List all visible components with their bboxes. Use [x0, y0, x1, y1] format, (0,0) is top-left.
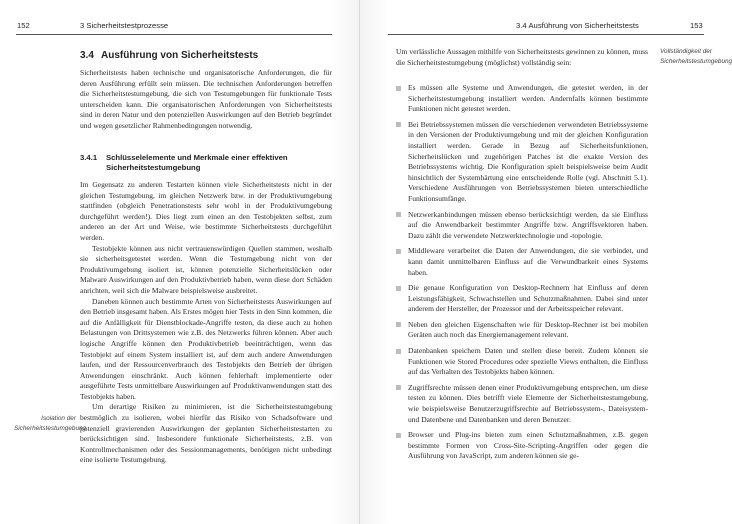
page-number-right: 153: [690, 21, 703, 30]
margin-note-completeness: Vollständigkeit der Sicherheitstestumgebung: [660, 48, 732, 65]
intro-paragraph-text: Sicherheitstests haben technische und organisatorische Anforderungen, die für deren Ausführung erfüllt sein müssen. Die technischen Anforderungen betreffen die Sicherheitstestumgebung, die sich von Testumgebungen für funktionale Tests unterscheiden kann. Die organisatorischen Anforderungen von Sicherheitstests sind in deren Natur und den potenziellen Auswirkungen auf den Betrieb begründet und wegen gesetzlicher Rahmenbedingungen notwendig.: [80, 68, 332, 130]
list-item: Datenbanken speichern Daten und stellen diese bereit. Zudem können sie Funktionen wie Stored Procedures oder spezielle Views enthalten, die Einfluss auf das Verhalten des Testobjekts haben können.: [396, 346, 648, 378]
intro-paragraph-text: Um verlässliche Aussagen mithilfe von Sicherheitstests gewinnen zu können, muss die Sicherheitstestumgebung (möglichst) vollständig sein:: [396, 47, 648, 67]
intro-paragraph-left: [80, 68, 332, 132]
list-item: Die genaue Konfiguration von Desktop-Rechnern hat Einfluss auf deren Leistungsfähigkeit, Schwachstellen und Schutzmaßnahmen. Dabei sind unter anderem der Hersteller, der Prozessor und der Arbeitsspeicher relevant.: [396, 283, 648, 315]
running-header-chapter: 3 Sicherheitstestprozesse: [80, 21, 169, 30]
section-number: 3.4: [80, 50, 94, 61]
right-page: [360, 0, 732, 524]
bullet-square-icon: [396, 349, 401, 354]
section-heading: [80, 50, 258, 61]
subsection-title: Schlüsselelemente und Merkmale einer effektiven Sicherheitstestumgebung: [106, 153, 288, 173]
subsection-number: 3.4.1: [80, 153, 98, 162]
page-number-left: 152: [17, 21, 30, 30]
header-rule-right: [388, 34, 704, 35]
subsection-heading: [80, 153, 332, 174]
body-paragraph: Testobjekte können aus nicht vertrauenswürdigen Quellen stammen, weshalb sie sicherheitsgetestet werden. Wenn die Testumgebung nicht von der Produktivumgebung isoliert ist, können potenzielle Sicherheitslücken oder Malware Auswirkungen auf den Produktivbetrieb haben, wenn diese dort Schäden anrichten, weil sich die Malware beispielsweise ausbreitet.: [80, 243, 332, 295]
header-rule-left: [16, 34, 332, 35]
bullet-square-icon: [396, 86, 401, 91]
bullet-square-icon: [396, 249, 401, 254]
requirements-list: [396, 83, 648, 467]
bullet-square-icon: [396, 212, 401, 217]
bullet-square-icon: [396, 286, 401, 291]
intro-paragraph-right: [396, 47, 648, 68]
bullet-square-icon: [396, 385, 401, 390]
body-paragraph: Im Gegensatz zu anderen Testarten können viele Sicherheitstests nicht in der gleichen Testumgebung, im gleichen Netzwerk bzw. in der Produktivumgebung stattfinden (obgleich Penetrationstests sehr wohl in der Produktivumgebung durchgeführt werden!). Dies liegt zum einen an den Testobjekten selbst, zum anderen an der Art und Weise, wie bestimmte Sicherheitstests durchgeführt werden.: [80, 180, 332, 242]
list-item: Neben den gleichen Eigenschaften wie für Desktop-Rechner ist bei mobilen Geräten auch noch das Energiemanagement relevant.: [396, 320, 648, 341]
bullet-square-icon: [396, 122, 401, 127]
list-item: Browser und Plug-ins bieten zum einen Schutzmaßnahmen, z.B. gegen bestimmte Formen von Cross-Site-Scripting-Angriffen oder gegen die Ausführung von JavaScript, zum anderen können sie ge-: [396, 430, 648, 462]
left-page: [0, 0, 360, 524]
margin-note-isolation: Isolation der Sicherheitstestumgebung: [14, 415, 87, 432]
list-item: Netzwerkanbindungen müssen ebenso berücksichtigt werden, da sie Einfluss auf die Anwendbarkeit bestimmter Angriffe bzw. Angriffsvektoren haben. Dazu zählt die verwendete Netzwerktechnologie und -topologie.: [396, 210, 648, 242]
list-item: Es müssen alle Systeme und Anwendungen, die getestet werden, in der Sicherheitstestumgebung installiert werden. Andernfalls können bestimmte Funktionen nicht getestet werden.: [396, 83, 648, 115]
bullet-square-icon: [396, 433, 401, 438]
body-paragraph: Daneben können auch bestimmte Arten von Sicherheitstests Auswirkungen auf den Betrieb insgesamt haben. Als Erstes mögen hier Tests in den Sinn kommen, die auf die Anfälligkeit für Dienstblockade-Angriffe testen, da diese auch zu hohen Belastungen von Drittsystemen wie z.B. des Netzwerks führen können. Aber auch logische Angriffe können den Produktivbetrieb beeinträchtigen, wenn das Testobjekt auf einem System installiert ist, auf dem auch andere Anwendungen laufen, und der Ressourcenverbrauch des Testobjekts den Betrieb der übrigen Anwendungen einschränkt. Auch können fehlerhaft implementierte oder ausgeführte Tests unmittelbare Auswirkungen auf Produktivanwendungen statt des Testobjekts haben.: [80, 296, 332, 401]
running-header-section: 3.4 Ausführung von Sicherheitstests: [516, 21, 639, 30]
list-item: Bei Betriebssystemen müssen die verschiedenen verwendeten Betriebssysteme in den Versionen der Produktivumgebung und mit der gleichen Konfiguration installiert werden. Gerade in Bezug auf Sicherheitsfunktionen, Sicherheitslücken und zugehörigen Patches ist die exakte Version des Betriebssystems wichtig. Die Konfiguration spielt beispielsweise beim Audit hinsichtlich der Systemhärtung eine entscheidende Rolle (vgl. Abschnitt 5.1). Verschiedene Ausführungen von Betriebssystemen bieten unterschiedliche Funktionsumfänge.: [396, 120, 648, 205]
section-title: Ausführung von Sicherheitstests: [101, 50, 259, 61]
list-item: Middleware verarbeitet die Daten der Anwendungen, die sie verbindet, und kann damit unmittelbaren Einfluss auf die Verwundbarkeit eines Systems haben.: [396, 246, 648, 278]
body-paragraph: Um derartige Risiken zu minimieren, ist die Sicherheitstestumgebung bestmöglich zu isolieren, wobei hierfür das Risiko von Schadsoftware und potenziell gravierenden Auswirkungen der geplanten Sicherheitstestarten zu berücksichtigen sind. Insbesondere funktionale Sicherheitstests, z.B. von Kontrollmechanismen oder des Sessionmanagements, benötigen nicht unbedingt eine isolierte Testumgebung.: [80, 402, 332, 465]
body-text-left: [80, 180, 332, 466]
bullet-square-icon: [396, 322, 401, 327]
list-item: Zugriffsrechte müssen denen einer Produktivumgebung entsprechen, um diese testen zu können. Dies betrifft viele Elemente der Sicherheitstestumgebung, wie beispielsweise Benutzerzugriffsrechte auf Betriebssystem-, Dateisystem- und Datenbene und Datenbanken und deren Benutzer.: [396, 383, 648, 425]
